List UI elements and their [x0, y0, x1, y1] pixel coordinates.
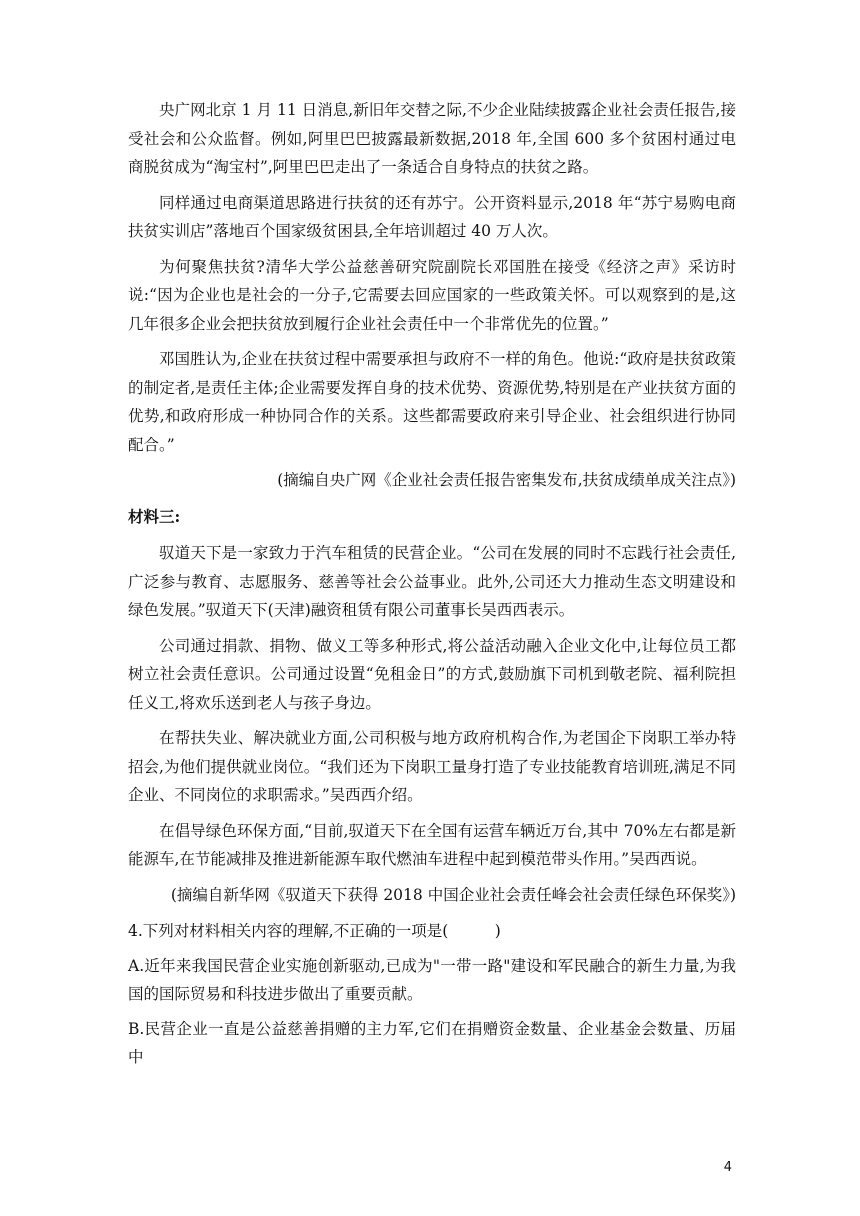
- paragraph: 公司通过捐款、捐物、做义工等多种形式,将公益活动融入企业文化中,让每位员工都树立社会责任意识。公司通过设置“免租金日”的方式,鼓励旗下司机到敬老院、福利院担任义工,将欢乐送到老人与孩子身边。: [128, 636, 736, 712]
- paragraph: 为何聚焦扶贫?清华大学公益慈善研究院副院长邓国胜在接受《经济之声》采访时说:“因为企业也是社会的一分子,它需要去回应国家的一些政策关怀。可以观察到的是,这几年很多企业会把扶贫放到履行企业社会责任中一个非常优先的位置。”: [128, 257, 736, 333]
- question-stem: 4.下列对材料相关内容的理解,不正确的一项是( ): [128, 922, 501, 940]
- source-citation: (摘编自央广网《企业社会责任报告密集发布,扶贫成绩单成关注点》): [277, 471, 736, 489]
- paragraph: 央广网北京 1 月 11 日消息,新旧年交替之际,不少企业陆续披露企业社会责任报告,接受社会和公众监督。例如,阿里巴巴披露最新数据,2018 年,全国 600 多个贫困村通过电商脱贫成为“淘宝村”,阿里巴巴走出了一条适合自身特点的扶贫之路。: [128, 101, 736, 176]
- document-body: [128, 96, 736, 1078]
- answer-option-b: B.民营企业一直是公益慈善捐赠的主力军,它们在捐赠资金数量、企业基金会数量、历届中: [128, 1019, 736, 1066]
- page-number: 4: [723, 1160, 732, 1175]
- source-citation: (摘编自新华网《驭道天下获得 2018 中国企业社会责任峰会社会责任绿色环保奖》): [170, 885, 736, 904]
- paragraph: 邓国胜认为,企业在扶贫过程中需要承担与政府不一样的角色。他说:“政府是扶贫政策的制定者,是责任主体;企业需要发挥自身的技术优势、资源优势,特别是在产业扶贫方面的优势,和政府形成一种协同合作的关系。这些都需要政府来引导企业、社会组织进行协同配合。”: [128, 350, 736, 454]
- section-heading: 材料三:: [128, 506, 181, 526]
- paragraph: 同样通过电商渠道思路进行扶贫的还有苏宁。公开资料显示,2018 年“苏宁易购电商扶贫实训店”落地百个国家级贫困县,全年培训超过 40 万人次。: [128, 193, 736, 240]
- paragraph: 在倡导绿色环保方面,“目前,驭道天下在全国有运营车辆近万台,其中 70%左右都是新能源车,在节能减排及推进新能源车取代燃油车进程中起到模范带头作用。”吴西西说。: [128, 821, 736, 868]
- paragraph: 在帮扶失业、解决就业方面,公司积极与地方政府机构合作,为老国企下岗职工举办特招会,为他们提供就业岗位。“我们还为下岗职工量身打造了专业技能教育培训班,满足不同企业、不同岗位的求职需求。”吴西西介绍。: [128, 729, 736, 804]
- answer-option-a: A.近年来我国民营企业实施创新驱动,已成为"一带一路"建设和军民融合的新生力量,为我国的国际贸易和科技进步做出了重要贡献。: [128, 956, 736, 1003]
- paragraph: 驭道天下是一家致力于汽车租赁的民营企业。“公司在发展的同时不忘践行社会责任,广泛参与教育、志愿服务、慈善等社会公益事业。此外,公司还大力推动生态文明建设和绿色发展。”驭道天下(天津)融资租赁有限公司董事长吴西西表示。: [128, 544, 736, 619]
